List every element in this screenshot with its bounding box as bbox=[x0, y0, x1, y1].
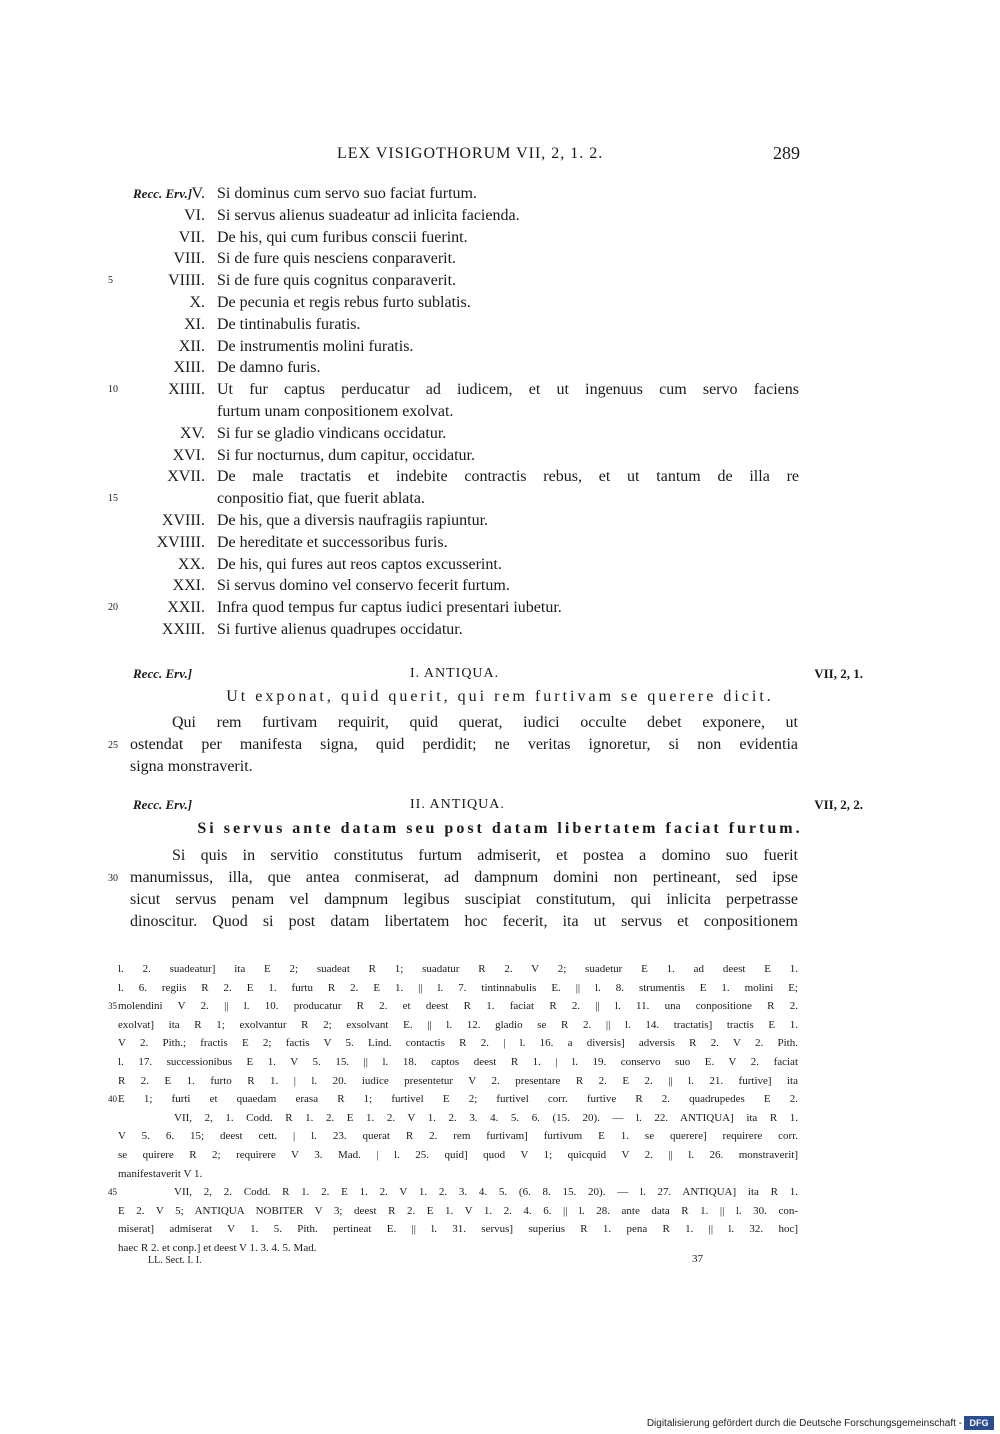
toc-text: Si servus alienus suadeatur ad inlicita facienda. bbox=[217, 206, 520, 224]
toc-number: XIII. bbox=[173, 359, 205, 377]
toc-text: furtum unam conpositionem exolvat. bbox=[217, 402, 454, 420]
section-2-line: Si quis in servitio constitutus furtum admiserit, et postea a domino suo fuerit bbox=[172, 847, 798, 864]
apparatus-text: V 5. 6. 15; deest cett. | l. 23. querat R 2. rem furtivam] furtivum E 1. se querere] requirere corr. bbox=[118, 1130, 798, 1143]
toc-number: XII. bbox=[178, 337, 205, 355]
toc-text: Si de fure quis nesciens conparaverit. bbox=[217, 250, 457, 268]
apparatus-text: E 1; furti et quaedam erasa R 1; furtivel E 2; furtivel corr. furtive R 2. quadrupedes E 2. bbox=[118, 1093, 798, 1106]
section-1-rubric: Ut exponat, quid querit, qui rem furtivam se querere dicit. bbox=[226, 688, 774, 705]
apparatus-line bbox=[118, 1146, 798, 1165]
page-number: 289 bbox=[773, 143, 800, 163]
toc-text: Ut fur captus perducatur ad iudicem, et ut ingenuus cum servo faciens bbox=[217, 381, 799, 399]
apparatus-text: R 2. E 1. furto R 1. | l. 20. iudice presentetur V 2. presentare R 2. E 2. || l. 21. furtive] ita bbox=[118, 1074, 798, 1087]
section-2-line: dinoscitur. Quod si post datam libertatem hoc fecerit, ita ut servus et conpositionem bbox=[130, 913, 798, 930]
apparatus-line bbox=[118, 960, 798, 979]
toc-entry bbox=[0, 205, 1000, 227]
toc-text: Si fur se gladio vindicans occidatur. bbox=[217, 424, 447, 442]
toc-entry bbox=[0, 466, 1000, 488]
table-of-contents bbox=[0, 183, 1000, 641]
toc-number: XVII. bbox=[167, 468, 205, 486]
toc-number: VIII. bbox=[173, 250, 205, 268]
toc-number: XI. bbox=[184, 315, 205, 333]
line-number: 15 bbox=[108, 493, 118, 505]
line-number: 10 bbox=[108, 384, 118, 396]
line-number: 40 bbox=[108, 1094, 117, 1105]
toc-text: conpositio fiat, que fuerit ablata. bbox=[217, 490, 425, 508]
apparatus-text: l. 2. suadeatur] ita E 2; suadeat R 1; suadatur R 2. V 2; suadetur E 1. ad deest E 1. bbox=[118, 963, 798, 975]
toc-text: Si fur nocturnus, dum capitur, occidatur. bbox=[217, 446, 475, 464]
toc-number: VII. bbox=[178, 228, 205, 246]
toc-text: De male tractatis et indebite contractis rebus, et ut tantum de illa re bbox=[217, 468, 799, 486]
apparatus-line bbox=[108, 1090, 798, 1109]
apparatus-line bbox=[118, 1202, 798, 1221]
toc-entry bbox=[0, 270, 1000, 292]
toc-entry bbox=[0, 357, 1000, 379]
section-1-line: signa monstraverit. bbox=[130, 758, 253, 775]
toc-entry bbox=[0, 532, 1000, 554]
apparatus-line bbox=[118, 1016, 798, 1035]
apparatus-text: VII, 2, 1. Codd. R 1. 2. E 1. 2. V 1. 2. 3. 4. 5. 6. (15. 20). — l. 22. ANTIQUA] ita R 1. bbox=[174, 1111, 798, 1124]
toc-number: XVIIII. bbox=[156, 533, 205, 551]
apparatus-text: l. 6. regiis R 2. E 1. furtu R 2. E 1. || l. 7. tintinnabulis E. || l. 8. strumentis E 1. molini E; bbox=[118, 981, 798, 994]
apparatus-line bbox=[108, 1183, 798, 1202]
section-1-reference: VII, 2, 1. bbox=[814, 666, 863, 681]
line-number: 20 bbox=[108, 602, 118, 614]
section-2-title: II. ANTIQUA. bbox=[410, 797, 505, 812]
section-1-title: I. ANTIQUA. bbox=[410, 666, 500, 681]
toc-number: X. bbox=[189, 293, 205, 311]
apparatus-text: exolvat] ita R 1; exolvantur R 2; exsolvant E. || l. 12. gladio se R 2. || l. 14. tractatis] tractis E 1. bbox=[118, 1018, 798, 1031]
section-2-header bbox=[0, 797, 1000, 817]
apparatus-text: V 2. Pith.; fractis E 2; factis V 5. Lind. contactis R 2. | l. 16. a diversis] adversis R 2. V 2. Pith. bbox=[118, 1037, 798, 1050]
toc-text: Si dominus cum servo suo faciat furtum. bbox=[217, 185, 477, 202]
toc-entry bbox=[0, 423, 1000, 445]
apparatus-text: molendini V 2. || l. 10. producatur R 2. et deest R 1. faciat R 2. || l. 11. una conpositione R 2. bbox=[118, 1000, 798, 1013]
toc-number: VIIII. bbox=[168, 272, 205, 290]
toc-number: XXIII. bbox=[161, 620, 205, 638]
toc-number: XV. bbox=[179, 424, 205, 442]
apparatus-line bbox=[118, 1109, 798, 1128]
apparatus-text: VII, 2, 2. Codd. R 1. 2. E 1. 2. V 1. 2. 3. 4. 5. (6. 8. 15. 20). — l. 27. ANTIQUA] ita R 1. bbox=[174, 1186, 798, 1199]
toc-text: De tintinabulis furatis. bbox=[217, 315, 361, 333]
toc-text: De his, qui fures aut reos captos excusserint. bbox=[217, 555, 502, 573]
toc-entry bbox=[0, 248, 1000, 270]
toc-number: XXII. bbox=[167, 599, 205, 617]
toc-entry bbox=[0, 183, 1000, 205]
toc-number: XVIII. bbox=[161, 511, 205, 529]
toc-source: Recc. Erv.] bbox=[133, 186, 193, 201]
toc-text: De his, qui cum furibus conscii fuerint. bbox=[217, 228, 468, 246]
toc-entry bbox=[0, 510, 1000, 532]
apparatus-text: miserat] admiserat V 1. 5. Pith. pertineat E. || l. 31. servus] superius R 1. pena R 1. || l. 32. hoc] bbox=[118, 1223, 798, 1236]
toc-entry bbox=[0, 445, 1000, 467]
toc-number: V. bbox=[191, 185, 205, 202]
toc-number: XIIII. bbox=[168, 381, 205, 399]
section-2-rubric: Si servus ante datam seu post datam libertatem faciat furtum. bbox=[197, 820, 803, 837]
toc-entry bbox=[0, 401, 1000, 423]
toc-text: De damno furis. bbox=[217, 359, 321, 377]
toc-entry bbox=[0, 292, 1000, 314]
section-2-line: sicut servus penam vel dampnum legibus suscipiat constitutum, qui inlicita perpetrasse bbox=[130, 891, 798, 908]
apparatus-text: haec R 2. et conp.] et deest V 1. 3. 4. 5. Mad. bbox=[118, 1241, 317, 1254]
apparatus-line bbox=[118, 1072, 798, 1091]
toc-text: De pecunia et regis rebus furto sublatis. bbox=[217, 293, 471, 311]
toc-text: De his, que a diversis naufragiis rapiuntur. bbox=[217, 511, 489, 529]
toc-number: VI. bbox=[184, 206, 205, 224]
apparatus-text: manifestaverit V 1. bbox=[118, 1167, 203, 1180]
line-number: 45 bbox=[108, 1187, 117, 1198]
running-head: LEX VISIGOTHORUM VII, 2, 1. 2. bbox=[337, 145, 604, 162]
apparatus-text: E 2. V 5; ANTIQUA NOBITER V 3; deest R 2. E 1. V 1. 2. 4. 6. || l. 28. ante data R 1. || l. 30. con- bbox=[118, 1204, 798, 1217]
toc-text: Si servus domino vel conservo fecerit furtum. bbox=[217, 577, 510, 595]
toc-entry bbox=[0, 227, 1000, 249]
apparatus-line bbox=[118, 1165, 798, 1184]
toc-entry bbox=[0, 597, 1000, 619]
toc-number: XVI. bbox=[172, 446, 205, 464]
line-number: 30 bbox=[108, 873, 118, 884]
toc-text: De hereditate et successoribus furis. bbox=[217, 533, 448, 551]
toc-text: De instrumentis molini furatis. bbox=[217, 337, 414, 355]
apparatus-line bbox=[118, 1220, 798, 1239]
toc-entry bbox=[0, 336, 1000, 358]
toc-entry bbox=[0, 619, 1000, 641]
critical-apparatus bbox=[108, 960, 798, 1258]
toc-number: XX. bbox=[177, 555, 205, 573]
section-2-source: Recc. Erv.] bbox=[133, 797, 193, 812]
toc-text: Infra quod tempus fur captus iudici presentari iubetur. bbox=[217, 599, 562, 617]
apparatus-line bbox=[118, 1127, 798, 1146]
toc-entry bbox=[0, 379, 1000, 401]
section-2-reference: VII, 2, 2. bbox=[814, 797, 863, 812]
toc-entry bbox=[0, 488, 1000, 510]
apparatus-line bbox=[108, 997, 798, 1016]
toc-entry bbox=[0, 314, 1000, 336]
dfg-logo: DFG bbox=[964, 1416, 994, 1430]
signature-mark: LL. Sect. I. I. bbox=[148, 1255, 202, 1266]
toc-text: Si de fure quis cognitus conparaverit. bbox=[217, 272, 457, 290]
toc-entry bbox=[0, 575, 1000, 597]
apparatus-text: l. 17. successionibus E 1. V 5. 15. || l. 18. captos deest R 1. | l. 19. conservo suo E. V 2. faciat bbox=[118, 1055, 798, 1068]
section-1-source: Recc. Erv.] bbox=[133, 666, 193, 681]
apparatus-line bbox=[118, 1034, 798, 1053]
apparatus-text: se quirere R 2; requirere V 3. Mad. | l. 25. quid] quod V 1; quicquid V 2. || l. 26. monstraverit] bbox=[118, 1148, 798, 1161]
line-number: 25 bbox=[108, 740, 118, 751]
toc-number: XXI. bbox=[172, 577, 205, 595]
sheet-number: 37 bbox=[692, 1253, 703, 1265]
section-1-header bbox=[0, 666, 1000, 686]
section-2-line: manumissus, illa, que antea conmiserat, ad dampnum domini non pertineant, sed ipse bbox=[130, 869, 798, 886]
digitization-note: Digitalisierung gefördert durch die Deutsche Forschungsgemeinschaft - bbox=[646, 1418, 962, 1429]
section-1-line: Qui rem furtivam requirit, quid querat, iudici occulte debet exponere, ut bbox=[172, 714, 798, 731]
apparatus-line bbox=[118, 1053, 798, 1072]
toc-entry bbox=[0, 554, 1000, 576]
apparatus-line bbox=[118, 979, 798, 998]
line-number: 35 bbox=[108, 1001, 117, 1012]
line-number: 5 bbox=[108, 275, 113, 287]
section-1-line: ostendat per manifesta signa, quid perdidit; ne veritas ignoretur, si non evidentia bbox=[130, 736, 798, 753]
toc-text: Si furtive alienus quadrupes occidatur. bbox=[217, 620, 463, 638]
